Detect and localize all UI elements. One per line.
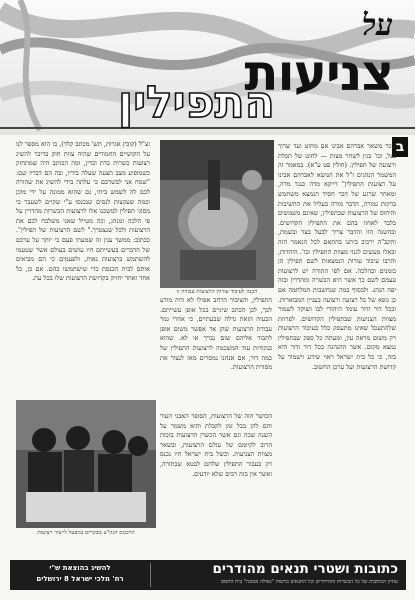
masthead xyxy=(0,0,415,135)
photo-caption-low: הרבנים הגה"צ מבקרים במפעל לייצור רצועות xyxy=(37,530,135,536)
ad-contact xyxy=(16,563,144,585)
photo-rabbis-visit-image xyxy=(16,400,156,528)
drop-cap: ב xyxy=(392,137,408,157)
page-subtitle: התפילין xyxy=(118,77,275,128)
photo-rabbis-visit xyxy=(16,400,156,528)
photo-hide-processing xyxy=(160,140,274,288)
article-column-middle: התפילין, והציבור הרחב אפילו לא היה מודע לכך, לכן הכתב שיניים בכל אופן עשייתם. הבעיה הזאת גדלה שבעתיים, כי אחרי גמר עבודת הרצועות שהן אר אפשר משום אופן לתבור אליהם שום נברך או לא. שהוא בנקודות עוד המשכמה לרצועות התפילין של כמה דור, אם אנחנו נמסרים מאז לנצור את מסורת הרצועות. xyxy=(160,296,272,372)
article-column-middle-lower: הכושר הזה של הרצועות, הסופר האבני העור והם להן בכל זמן לקבלת והוא משמר על השנה שכה וגם אשר הכשרן הרצועות בזכות הרוב לקיומם של עולם הרצועות, ובשאר מצוות הצניעות. וכשל בית ישראל היו נכנס רק בעבור התפילין שלהם לבטא שבתורה, ואשר אין בזה רבים שלא יודעים. xyxy=(160,412,272,478)
ad-headline: כתובות ושטרי תנאים מהודרים xyxy=(212,561,398,577)
page-title: צניעות xyxy=(244,44,393,102)
article-column-left: זצ"ל (קובץ אגרות, תש' מכתב קלד), בו הוא מספר לנו על הקושיים החמורים שהיה צוות חוק בדיבר להשיג רצועות כשרות כדת וכדין, ומה הכותב היה שמתחזק כשמופיע מצב הצעה שעלה בידיו, וכה הם דבריו שם: "שמח אני לבשרכם כי עלתה בידי להשיג את שהורה לכם לה לשמש ביתי, גם שהוא ממונה על ידי מוכן וכמה שעקצות לנסים שנכנסו ע"י שקיים לשעבר כי מסוגי תפילין למשכנו אלו לרצועות הכשרות מהדרין על פי הלכה ומנהג, וכה מטייל שאני משלבח לכם את הרצועות ולכל שנצטרך." לשם הרצועות של תפילין". ככתוב: ממשך ענין זה שמעתי פעם כי יותר על ערכם של הדברים בעשייתם היו עושים בעולם אשר שטעמו להשתמש ברצועות נאות, ולפעמים כי הם מביאים אותם לבית הכנסת כדי שישתמשו בהם. אם כן, כל אחד ואחד יחזיק בקדושת הרצועות שלו בכל עת. xyxy=(16,140,150,283)
ad-divider xyxy=(150,563,151,587)
photo-hide-processing-image xyxy=(160,140,274,288)
ad-subline: עתיק הכתובות של כל הכשרות וההידורים וכל התנאים ברשות "גאולה אמונה" בית הדפוס xyxy=(220,579,398,585)
ad-contact-line1: להשיג בהוצאת ש"י xyxy=(49,564,111,572)
article-column-right: שכר משאר אברהם אבינו אם מחוט ועד שרוך נעל, וכו' בגין לשחר מצות — לחוט של תכלת ורצועה של תפילין. (חולין פט ע"א). במאמר זה המשמר הנהגים ז"ל את הנושא לאברהם אבינו על רצועות התפילין" דייקא מדה כנגד מדה, ומאחר שרגע של דבר חסיד הנמצא משתמש בדקות גמורה, הדבר מורה בעליל את החשיבות והיחוס של הרצועות שבתפילין, שאינם משמשים בלבד לאחוז בהם את התפילין הקדושים. ובהשנה הזו והדבר צריך לבעל בצד ובשמת, והקב"ה ירכיב ביתנו בהתאם לכל הנאמר הזה ובאלו מעשים לגנזי מצוות התפילין וכו'. היהדות, והרבו עיבוד עורות הנמצאות לשם תפילין הן בזמנים ובהלכה. אם לפי התורה יש לרצועות עצמם לשם כך אשר היא הכשרה ומהדרין ובזה יפה הנהג. ולבסוף במה שנחשבות המלחמה אם כן גופא של כל רצועה ורצועה בעניין המבוארות. ובכל דור ודור עומד היהודי לבו ושוקד לשמור מצוות הצניעות שבתפילין הקדושים. לפרוזת שלהתעכל שאינו מתעסק כלל בעיבוד הרצועות רק משום מראה עין, ומעתה כל ספק שבתפילין נמצא מקום. אשר ההנהגה בכל דור ודור היא בזה, כי כל בית ישראל ראוי שידע וישמור על קדושת הרצועות ועל ערכן החשוב. xyxy=(278,142,396,371)
photo-caption-top: הכנה לעיבוד עורות הרצועות עבודה זו xyxy=(176,289,258,295)
ad-contact-line2: רח' מלכי ישראל 8 ירושלים xyxy=(36,575,124,583)
title-prefix: על xyxy=(361,8,393,43)
footer-advertisement xyxy=(10,560,406,590)
